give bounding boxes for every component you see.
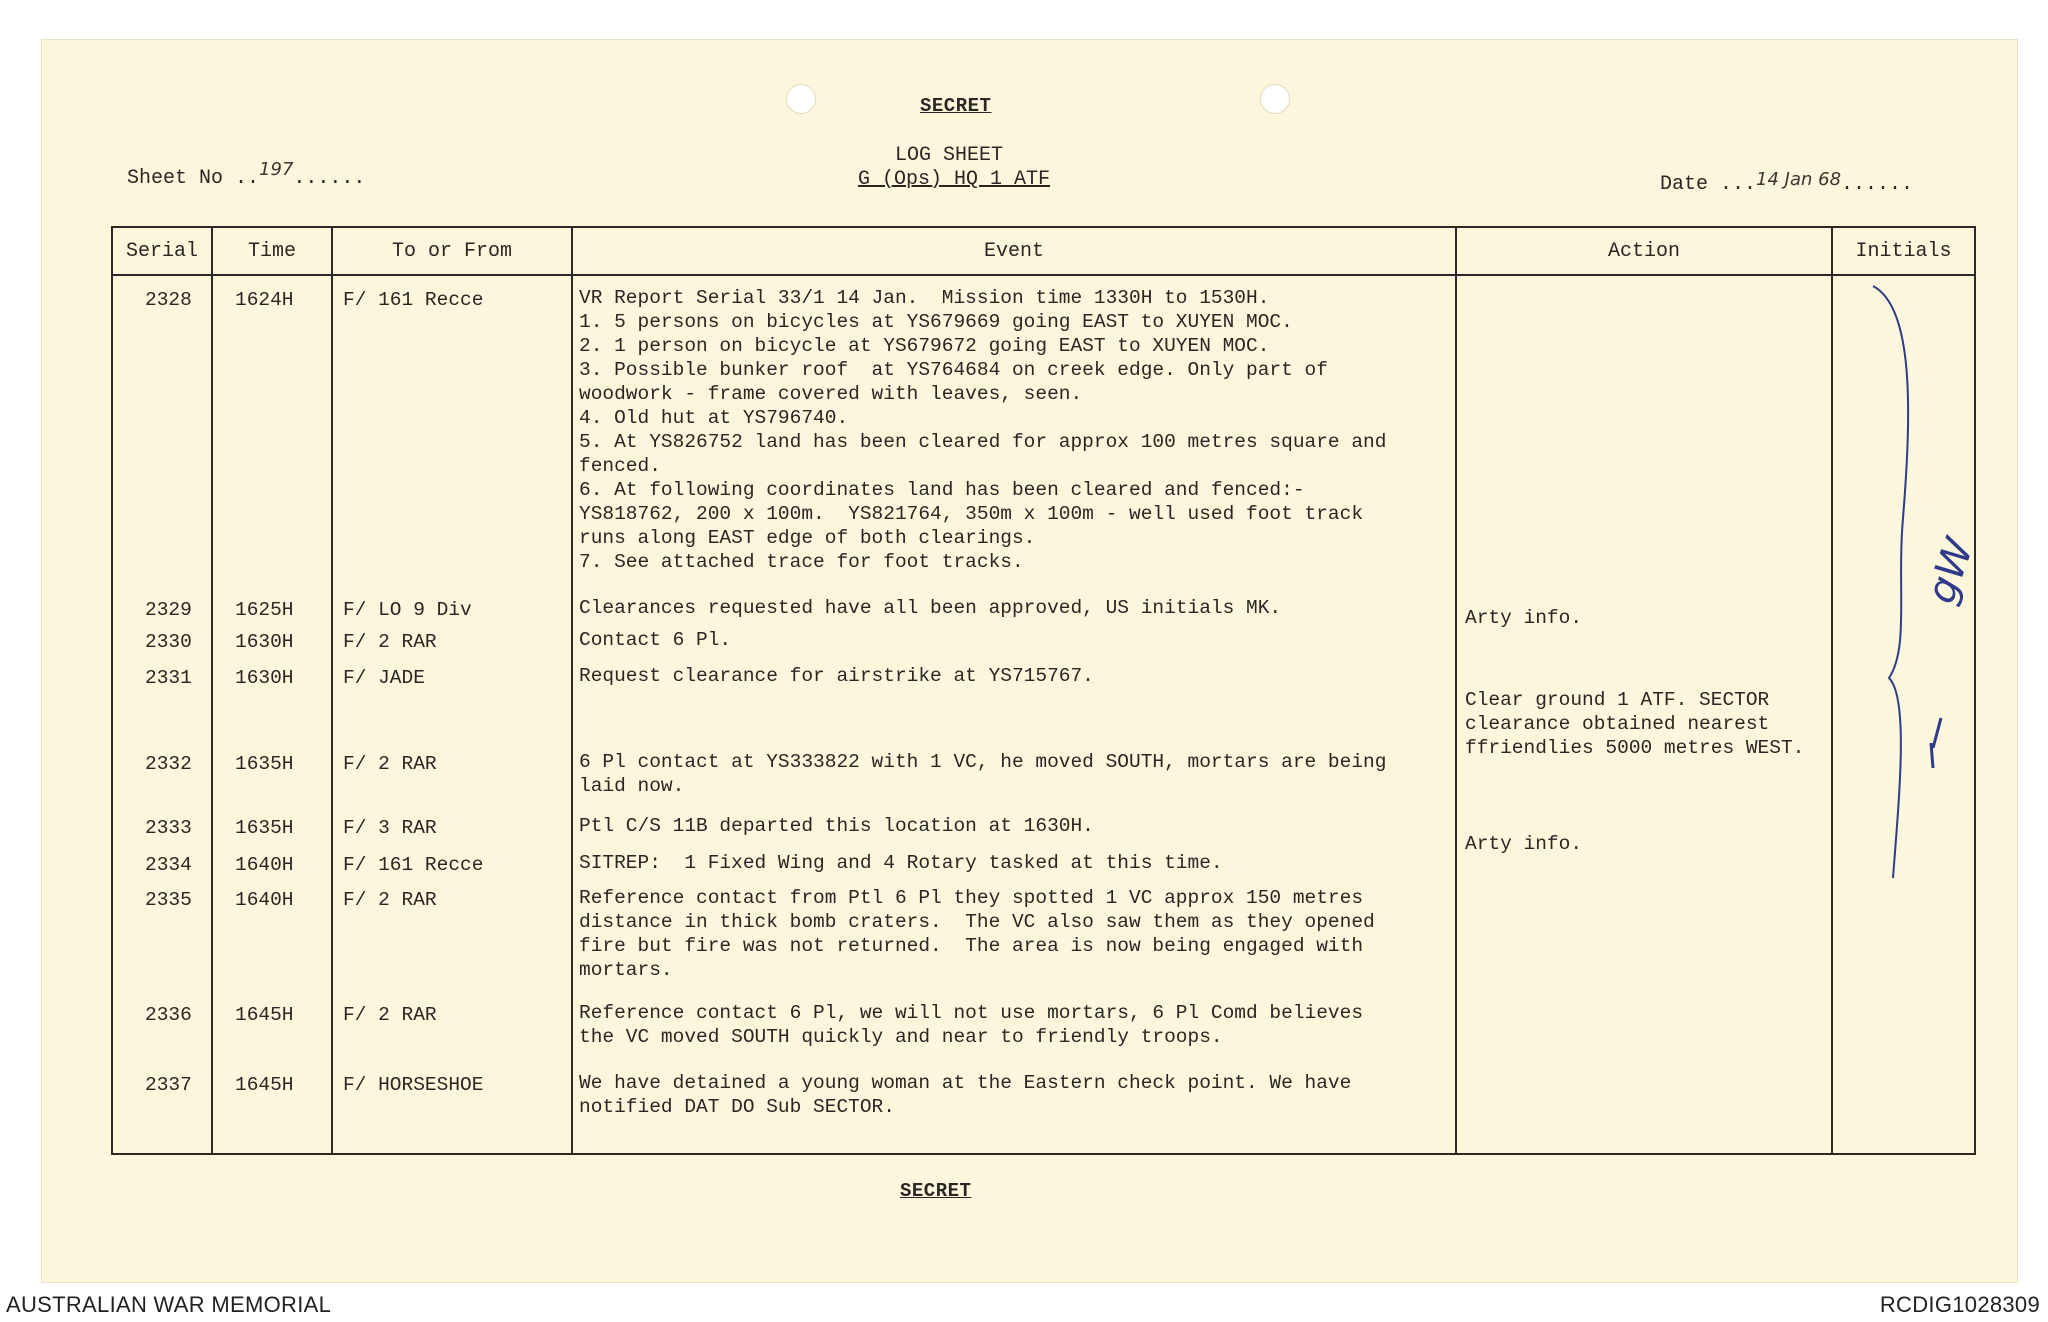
- event-line: notified DAT DO Sub SECTOR.: [579, 1096, 895, 1118]
- row-to-or-from: F/ 3 RAR: [343, 817, 437, 839]
- header-action: Action: [1607, 240, 1680, 263]
- footer-archive-name: AUSTRALIAN WAR MEMORIAL: [6, 1292, 332, 1317]
- row-serial: 2332: [145, 753, 192, 775]
- row-to-or-from: F/ 161 Recce: [343, 854, 484, 876]
- action-line: Clear ground 1 ATF. SECTOR: [1465, 689, 1770, 711]
- header-serial: Serial: [125, 240, 198, 263]
- event-line: 5. At YS826752 land has been cleared for approx 100 metres square and: [579, 431, 1387, 453]
- row-time: 1630H: [235, 631, 294, 653]
- header-to-or-from: To or From: [391, 240, 513, 263]
- row-action: [1465, 606, 1582, 630]
- action-line: Arty info.: [1465, 833, 1583, 855]
- sheet-number-field: Sheet No ..197......: [127, 159, 366, 190]
- row-event: [579, 750, 1386, 798]
- row-action: [1465, 832, 1582, 856]
- row-event: [579, 814, 1094, 838]
- event-line: fenced.: [579, 455, 661, 477]
- row-serial: 2329: [145, 599, 192, 621]
- event-line: 3. Possible bunker roof at YS764684 on creek edge. Only part of: [579, 359, 1328, 381]
- header-time: Time: [247, 240, 296, 263]
- event-line: mortars.: [579, 959, 673, 981]
- event-line: Ptl C/S 11B departed this location at 1630H.: [579, 815, 1094, 837]
- date-value: 14 Jan 68: [1756, 169, 1842, 190]
- headquarters-title: G (Ops) HQ 1 ATF: [858, 168, 1051, 191]
- event-line: distance in thick bomb craters. The VC also saw them as they opened: [579, 911, 1375, 933]
- event-line: VR Report Serial 33/1 14 Jan. Mission time 1330H to 1530H.: [579, 287, 1270, 309]
- event-line: 2. 1 person on bicycle at YS679672 going EAST to XUYEN MOC.: [579, 335, 1270, 357]
- event-line: Reference contact from Ptl 6 Pl they spotted 1 VC approx 150 metres: [579, 887, 1364, 909]
- row-serial: 2333: [145, 817, 192, 839]
- action-line: clearance obtained nearest: [1465, 713, 1770, 735]
- event-line: Clearances requested have all been approved, US initials MK.: [579, 597, 1282, 619]
- event-line: 1. 5 persons on bicycles at YS679669 going EAST to XUYEN MOC.: [579, 311, 1293, 333]
- row-serial: 2337: [145, 1074, 192, 1096]
- log-sheet-title: LOG SHEET: [895, 144, 1004, 167]
- punch-hole: [786, 84, 816, 114]
- event-line: 6 Pl contact at YS333822 with 1 VC, he moved SOUTH, mortars are being: [579, 751, 1387, 773]
- row-event: [579, 628, 731, 652]
- row-to-or-from: F/ HORSESHOE: [343, 1074, 484, 1096]
- row-event: [579, 1071, 1351, 1119]
- action-line: Arty info.: [1465, 607, 1583, 629]
- event-line: YS818762, 200 x 100m. YS821764, 350m x 100m - well used foot track: [579, 503, 1364, 525]
- log-table: [111, 226, 1984, 1155]
- event-line: runs along EAST edge of both clearings.: [579, 527, 1036, 549]
- row-to-or-from: F/ 2 RAR: [343, 631, 437, 653]
- row-to-or-from: F/ 2 RAR: [343, 753, 437, 775]
- event-line: Reference contact 6 Pl, we will not use mortars, 6 Pl Comd believes: [579, 1002, 1364, 1024]
- date-field: Date ...14 Jan 68......: [1660, 169, 1914, 196]
- initials-signature: gW: [1917, 532, 1984, 610]
- event-line: Request clearance for airstrike at YS715767.: [579, 665, 1094, 687]
- row-time: 1640H: [235, 889, 294, 911]
- event-line: the VC moved SOUTH quickly and near to friendly troops.: [579, 1026, 1223, 1048]
- row-time: 1625H: [235, 599, 294, 621]
- row-serial: 2330: [145, 631, 192, 653]
- row-event: [579, 886, 1375, 982]
- row-event: [579, 596, 1281, 620]
- row-serial: 2331: [145, 667, 192, 689]
- row-to-or-from: F/ 2 RAR: [343, 1004, 437, 1026]
- row-event: [579, 664, 1094, 688]
- header-initials: Initials: [1855, 240, 1952, 263]
- row-serial: 2334: [145, 854, 192, 876]
- event-line: 6. At following coordinates land has been cleared and fenced:-: [579, 479, 1305, 501]
- row-time: 1635H: [235, 753, 294, 775]
- row-serial: 2335: [145, 889, 192, 911]
- row-to-or-from: F/ LO 9 Div: [343, 599, 472, 621]
- event-line: 7. See attached trace for foot tracks.: [579, 551, 1024, 573]
- event-line: woodwork - frame covered with leaves, seen.: [579, 383, 1083, 405]
- row-event: [579, 286, 1386, 574]
- sheet-number-value: 197: [259, 159, 294, 180]
- action-line: ffriendlies 5000 metres WEST.: [1465, 737, 1805, 759]
- sheet-number-label: Sheet No: [127, 167, 236, 190]
- event-line: We have detained a young woman at the Eastern check point. We have: [579, 1072, 1352, 1094]
- row-to-or-from: F/ 161 Recce: [343, 289, 484, 311]
- punch-hole: [1260, 84, 1290, 114]
- header-event: Event: [983, 240, 1044, 263]
- row-serial: 2328: [145, 289, 192, 311]
- event-line: fire but fire was not returned. The area is now being engaged with: [579, 935, 1364, 957]
- date-label: Date: [1660, 173, 1721, 196]
- row-to-or-from: F/ 2 RAR: [343, 889, 437, 911]
- classification-bottom: SECRET: [900, 1180, 972, 1202]
- event-line: laid now.: [579, 775, 685, 797]
- event-line: 4. Old hut at YS796740.: [579, 407, 849, 429]
- row-event: [579, 1001, 1363, 1049]
- row-time: 1635H: [235, 817, 294, 839]
- row-time: 1645H: [235, 1074, 294, 1096]
- row-action: [1465, 688, 1804, 760]
- event-line: SITREP: 1 Fixed Wing and 4 Rotary tasked at this time.: [579, 852, 1223, 874]
- row-time: 1624H: [235, 289, 294, 311]
- row-event: [579, 851, 1223, 875]
- classification-top: SECRET: [920, 95, 992, 117]
- row-to-or-from: F/ JADE: [343, 667, 425, 689]
- row-time: 1630H: [235, 667, 294, 689]
- row-time: 1640H: [235, 854, 294, 876]
- event-line: Contact 6 Pl.: [579, 629, 732, 651]
- row-time: 1645H: [235, 1004, 294, 1026]
- footer-reference-id: RCDIG1028309: [1879, 1292, 2040, 1317]
- row-serial: 2336: [145, 1004, 192, 1026]
